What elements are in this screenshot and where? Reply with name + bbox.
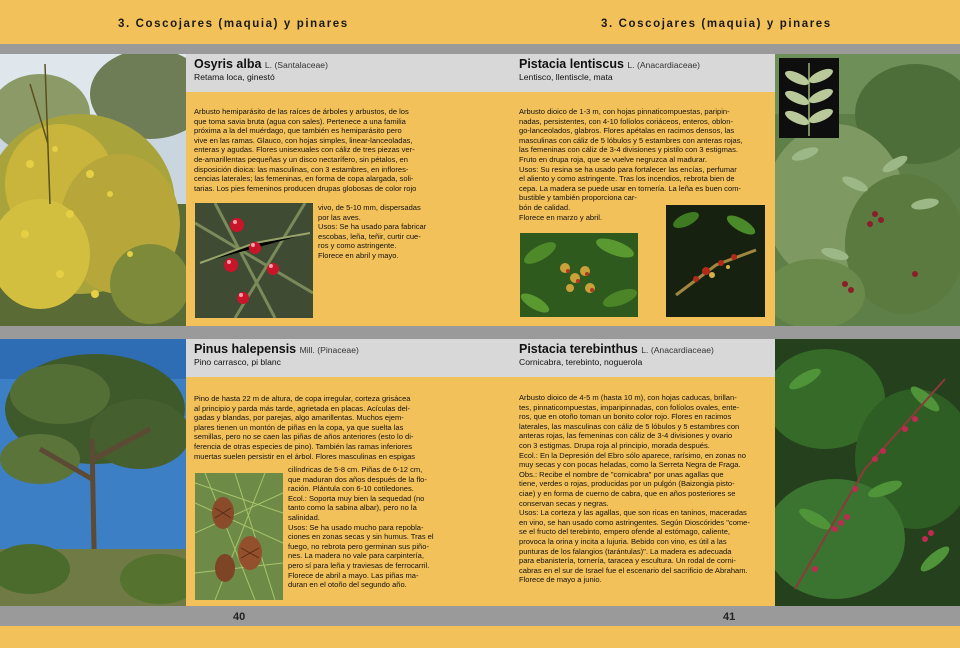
osyris-alba-shrub-photo: [0, 54, 186, 326]
terebinthus-branch-photo: [775, 339, 960, 606]
species-description-side: vivo, de 5-10 mm, dispersadas por las aves. Usos: Se ha usado para fabricar escobas, leña, teñir, curtir cue- ros y como astringente. Florece en abril y mayo.: [318, 203, 427, 260]
divider-band: [480, 326, 960, 339]
species-common-names: Cornicabra, terebinto, noguerola: [519, 357, 643, 367]
divider-band: [480, 44, 960, 54]
divider-band: [0, 326, 480, 339]
species-scientific-name: Pistacia terebinthus L. (Anacardiaceae): [519, 342, 714, 356]
divider-band: [0, 44, 480, 54]
species-title-box: [186, 339, 480, 377]
species-description: Arbusto dioico de 4-5 m (hasta 10 m), con hojas caducas, brillan- tes, pinnaticompuestas, imparipinnadas, con folíolos ovales, ente- ros, que en otoño toman un bonito color rojo. Flores en racimos laterales, las masculinas con cáliz de 5 lóbulos y 5 estambres con anteras rojas, las femeninas con cáliz de 3-4 divisiones y ovario con 3 estigmas. Drupa roja al principio, morada después. Ecol.: En la Depresión del Ebro sólo aparece, rarísimo, en zonas no muy secas y con pocas heladas, como la Serreta Negra de Fraga. Obs.: Recibe el nombre de "cornicabra" por unas agallas que tiene, verdes o rojas, producidas por un pulgón (Baizongia pisto- ciae) y en forma de cuerno de cabra, que en años posteriores se conservan secas y negras. Usos: La corteza y las agallas, que son ricas en taninos, maceradas en vino, se han usado como astringentes. Según Dioscórides "come- se el fructo del terebinto, empero ofende al estómago, caliente, provoca la orina y incita a lujuria. Bebido con vino, es útil a las punturas de los falangios (tarántulas)". La madera es adecuada para ebanistería, tornería, taracea y escultura. Un rodal de corni- cabras en el sur de Israel fue el escenario del sacrificio de Abraham. Florece de mayo a junio.: [519, 393, 750, 585]
species-common-names: Lentisco, llentiscle, mata: [519, 72, 613, 82]
species-scientific-name: Osyris alba L. (Santalaceae): [194, 57, 328, 71]
species-common-names: Retama loca, ginestó: [194, 72, 275, 82]
running-head: 3. Coscojares (maquia) y pinares: [118, 18, 349, 30]
right-page: [480, 0, 960, 648]
pinus-halepensis-tree-photo: [0, 339, 186, 606]
species-entry-pistacia-lentiscus: [480, 54, 960, 326]
page-number: 41: [723, 611, 736, 623]
bottom-strip: [480, 626, 960, 648]
lentiscus-shrub-photo: [775, 54, 960, 326]
osyris-alba-berries-photo: [195, 203, 313, 318]
species-entry-pinus-halepensis: [0, 339, 480, 606]
species-title-box: [480, 54, 775, 92]
species-description-side: cilíndricas de 5-8 cm. Piñas de 6-12 cm, que maduran dos años después de la flo- ración. Plántula con 6-10 cotiledones. Ecol.: Soporta muy bien la sequedad (no tanto como la sabina albar), pero no la salinidad. Usos: Se ha usado mucho para repobla- ciones en zonas secas y sin humus. Tras el fuego, no rebrota pero germinan sus piño- nes. La madera no vale para carpintería, pero sí para leña y traviesas de ferrocarril. Florece de abril a mayo. Las piñas ma- duran en el otoño del segundo año.: [288, 465, 434, 590]
species-entry-osyris-alba: [0, 54, 480, 326]
species-common-names: Pino carrasco, pi blanc: [194, 357, 281, 367]
footer-band: [480, 606, 960, 626]
pinus-halepensis-cones-photo: [195, 473, 283, 600]
bottom-strip: [0, 626, 480, 648]
species-entry-pistacia-terebinthus: [480, 339, 960, 606]
species-title-box: [186, 54, 480, 92]
species-title-box: [480, 339, 775, 377]
page-number: 40: [233, 611, 246, 623]
species-scientific-name: Pistacia lentiscus L. (Anacardiaceae): [519, 57, 701, 71]
species-description: Pino de hasta 22 m de altura, de copa irregular, corteza grisácea al principio y parda más tarde, agrietada en placas. Acículas del- gadas y blandas, por parejas, algo amarillentas. Muchos ejem- plares tienen un montón de piñas en la copa, ya que suelta las semillas, pero no se caen las piñas de años anteriores (esto lo di- ferencia de otras especies de pino). También las ramas inferiores muertas suelen persistir en el árbol. Flores masculinas en espigas: [194, 394, 416, 461]
lentiscus-leaf-inset: [779, 58, 839, 138]
running-head: 3. Coscojares (maquia) y pinares: [601, 18, 832, 30]
lentiscus-stem-photo: [666, 205, 765, 317]
species-scientific-name: Pinus halepensis Mill. (Pinaceae): [194, 342, 359, 356]
species-description: Arbusto dioico de 1-3 m, con hojas pinnaticompuestas, paripin- nadas, persistentes, con 4-10 folíolos coriáceos, enteros, oblon- go-lanceolados, glabros. Flores apétalas en racimos densos, las masculinas con cáliz de 5 lóbulos y 5 estambres con anteras rojas, las femeninas con cáliz de 3-4 divisiones y pistilo con 3 estigmas. Fruto en drupa roja, que se vuelve negruzca al madurar. Usos: Su resina se ha usado para fortalecer las encías, perfumar el aliento y como astringente. Tras los incendios, rebrota bien de cepa. La madera se puede usar en tornería. La leña es buen com- bustible y también proporciona car- bón de calidad. Florece en marzo y abril.: [519, 107, 743, 222]
species-description: Arbusto hemiparásito de las raíces de árboles y arbustos, de los que toma savia bruta (agua con sales). Pertenece a una familia próxima a la del muérdago, que también es hemiparásito pero vive en las ramas. Glauco, con hojas simples, linear-lanceoladas, enteras y agudas. Flores unisexuales con cáliz de tres piezas ver- de-amarillentas pequeñas y un disco nectarífero, sin pétalos, en disposición dioica: las masculinas, con 3 estambres, en inflores- cencias laterales; las femeninas, en forma de copa alargada, soli- tarias. Los pies femeninos producen drupas globosas de color rojo: [194, 107, 417, 193]
lentiscus-flowers-photo: [520, 233, 638, 317]
